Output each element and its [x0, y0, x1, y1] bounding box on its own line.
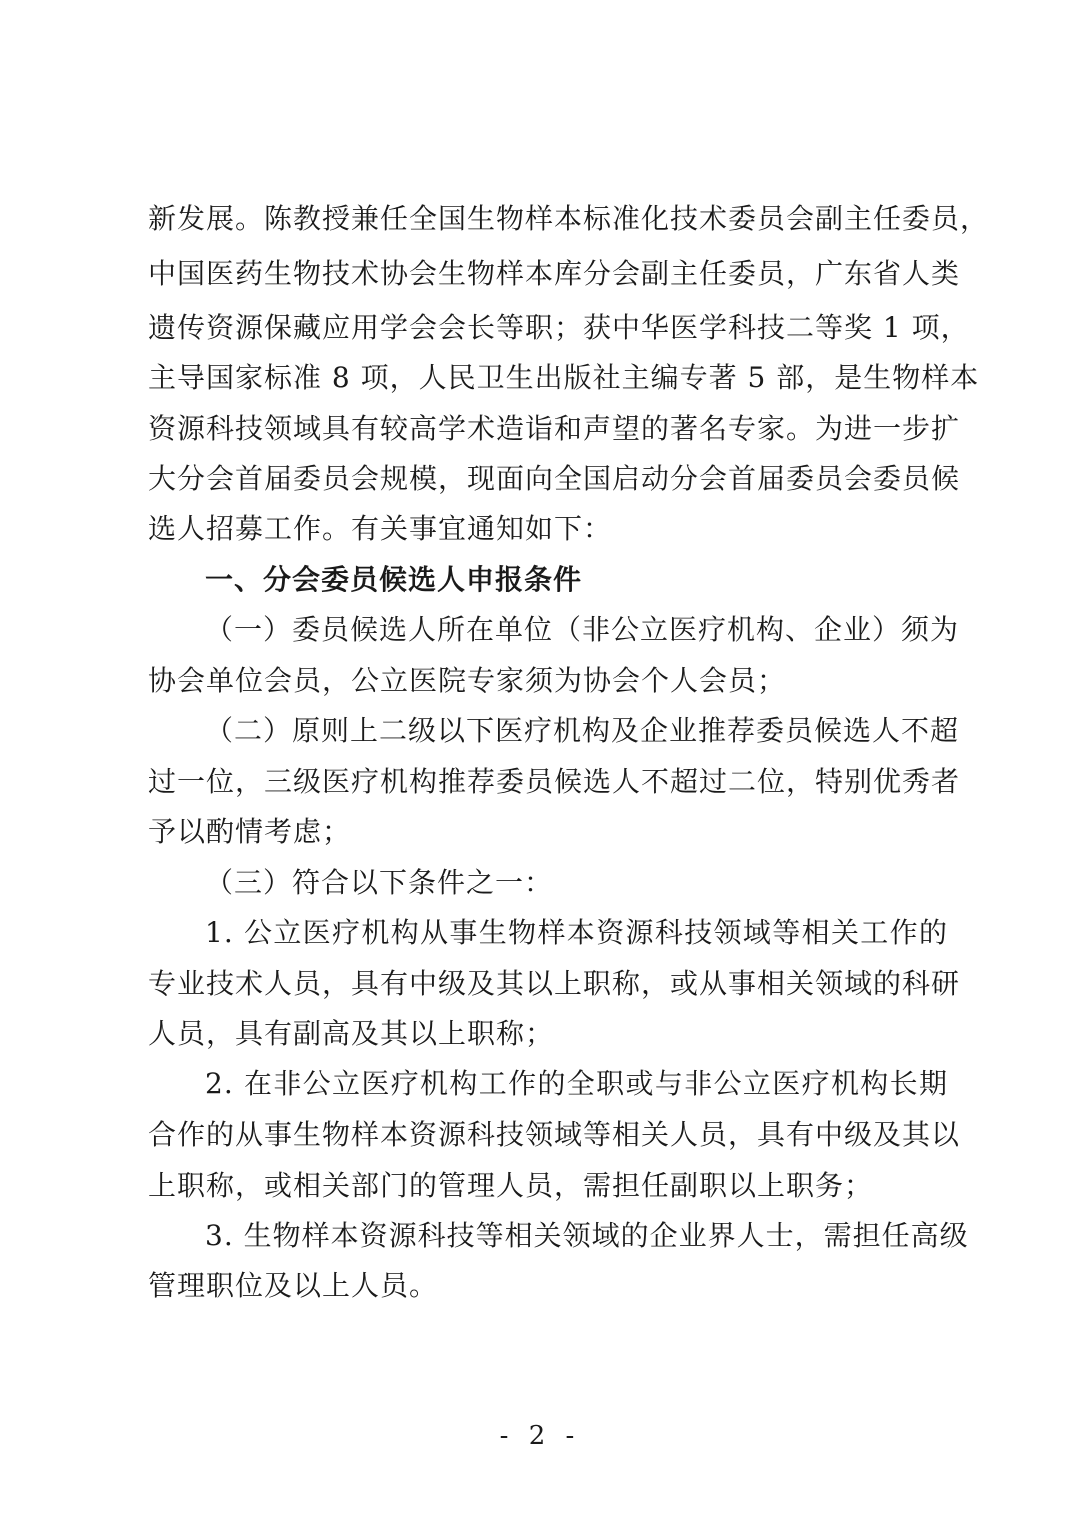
clause-1-line-1: （一）委员候选人所在单位（非公立医疗机构、企业）须为: [205, 613, 960, 646]
clause-2-line-1: （二）原则上二级以下医疗机构及企业推荐委员候选人不超: [205, 714, 960, 747]
item-2-line-2: 合作的从事生物样本资源科技领域等相关人员，具有中级及其以: [148, 1118, 961, 1151]
item-1-line-1: 1. 公立医疗机构从事生物样本资源科技领域等相关工作的: [205, 916, 948, 949]
clause-2-line-3: 予以酌情考虑；: [148, 815, 352, 848]
intro-line-4: 主导国家标准 8 项，人民卫生出版社主编专著 5 部，是生物样本: [148, 361, 980, 394]
clause-1-line-2: 协会单位会员，公立医院专家须为协会个人会员；: [148, 664, 787, 697]
intro-line-6: 大分会首届委员会规模，现面向全国启动分会首届委员会委员候: [148, 462, 961, 495]
intro-line-1: 新发展。陈教授兼任全国生物样本标准化技术委员会副主任委员，: [148, 202, 990, 235]
item-1-line-2: 专业技术人员，具有中级及其以上职称，或从事相关领域的科研: [148, 967, 961, 1000]
clause-3-line-1: （三）符合以下条件之一：: [205, 866, 554, 899]
clause-2-line-2: 过一位，三级医疗机构推荐委员候选人不超过二位，特别优秀者: [148, 765, 961, 798]
intro-line-3: 遗传资源保藏应用学会会长等职；获中华医学科技二等奖 1 项，: [148, 311, 970, 344]
item-3-line-1: 3. 生物样本资源科技等相关领域的企业界人士，需担任高级: [205, 1219, 969, 1252]
item-2-line-1: 2. 在非公立医疗机构工作的全职或与非公立医疗机构长期: [205, 1067, 948, 1100]
intro-line-5: 资源科技领域具有较高学术造诣和声望的著名专家。为进一步扩: [148, 412, 961, 445]
item-2-line-3: 上职称，或相关部门的管理人员，需担任副职以上职务；: [148, 1169, 874, 1202]
intro-line-2: 中国医药生物技术协会生物样本库分会副主任委员，广东省人类: [148, 257, 961, 290]
item-3-line-2: 管理职位及以上人员。: [148, 1269, 439, 1302]
intro-line-7: 选人招募工作。有关事宜通知如下：: [148, 512, 613, 545]
item-1-line-3: 人员，具有副高及其以上职称；: [148, 1017, 555, 1050]
section-heading: 一、分会委员候选人申报条件: [205, 563, 583, 596]
page-number: - 2 -: [499, 1421, 581, 1451]
